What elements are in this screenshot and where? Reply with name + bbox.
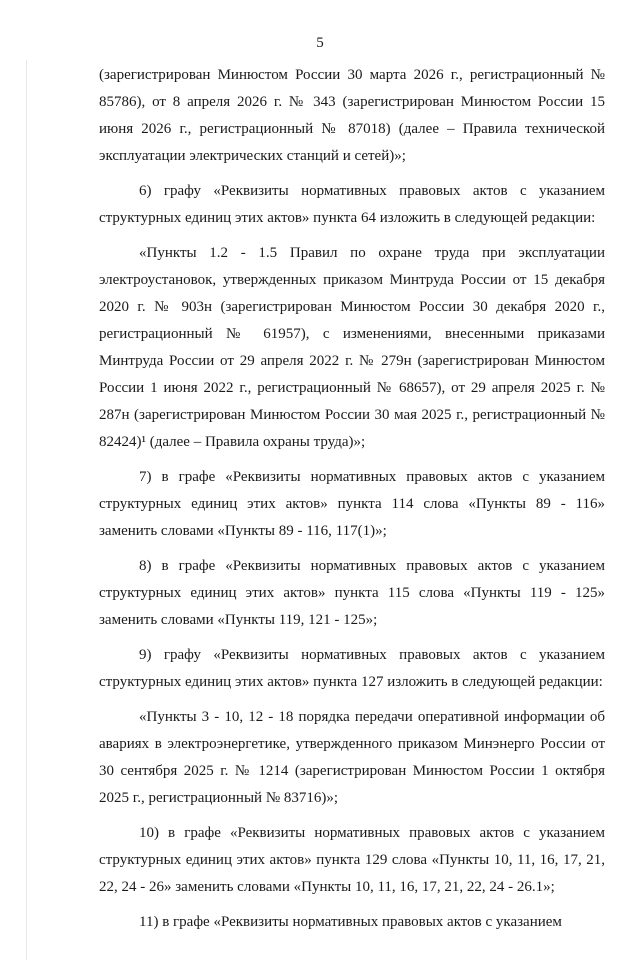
page-number: 5 xyxy=(316,35,324,51)
paragraph-item-7: 7) в графе «Реквизиты нормативных правовых актов с указанием структурных единиц этих актов» пункта 114 слова «Пункты 89 - 116» заменить словами «Пункты 89 - 116, 117(1)»; xyxy=(99,469,605,539)
paragraph-item-9-quote: «Пункты 3 - 10, 12 - 18 порядка передачи оперативной информации об авариях в электроэнергетике, утвержденного приказом Минэнерго России от 30 сентября 2025 г. № 1214 (зарегистрирован Минюстом России 1 октября 2025 г., регистрационный № 83716)»; xyxy=(99,709,605,806)
paragraph-continuation: (зарегистрирован Минюстом России 30 марта 2026 г., регистрационный № 85786), от 8 апреля 2026 г. № 343 (зарегистрирован Минюстом России 15 июня 2026 г., регистрационный № 87018) (далее – Правила технической эксплуатации электрических станций и сетей)»; xyxy=(99,67,605,164)
paragraph-item-6-quote: «Пункты 1.2 - 1.5 Правил по охране труда при эксплуатации электроустановок, утвержденных приказом Минтруда России от 15 декабря 2020 г. № 903н (зарегистрирован Минюстом России 30 декабря 2020 г., регистрационный № 61957), с изменениями, внесенными приказами Минтруда России от 29 апреля 2022 г. № 279н (зарегистрирован Минюстом России 1 июня 2022 г., регистрационный № 68657), от 29 апреля 2025 г. № 287н (зарегистрирован Минюстом России 30 мая 2025 г., регистрационный № 82424)¹ (далее – Правила охраны труда)»; xyxy=(99,245,605,450)
paragraph-item-10: 10) в графе «Реквизиты нормативных правовых актов с указанием структурных единиц этих актов» пункта 129 слова «Пункты 10, 11, 16, 17, 21, 22, 24 - 26» заменить словами «Пункты 10, 11, 16, 17, 21, 22, 24 - 26.1»; xyxy=(99,825,605,895)
document-body xyxy=(99,62,605,944)
scan-margin-line xyxy=(26,60,27,960)
paragraph-item-6: 6) графу «Реквизиты нормативных правовых актов с указанием структурных единиц этих актов» пункта 64 изложить в следующей редакции: xyxy=(99,183,605,226)
paragraph-item-9: 9) графу «Реквизиты нормативных правовых актов с указанием структурных единиц этих актов» пункта 127 изложить в следующей редакции: xyxy=(99,647,605,690)
paragraph-item-11: 11) в графе «Реквизиты нормативных правовых актов с указанием xyxy=(139,914,562,930)
paragraph-item-8: 8) в графе «Реквизиты нормативных правовых актов с указанием структурных единиц этих актов» пункта 115 слова «Пункты 119 - 125» заменить словами «Пункты 119, 121 - 125»; xyxy=(99,558,605,628)
